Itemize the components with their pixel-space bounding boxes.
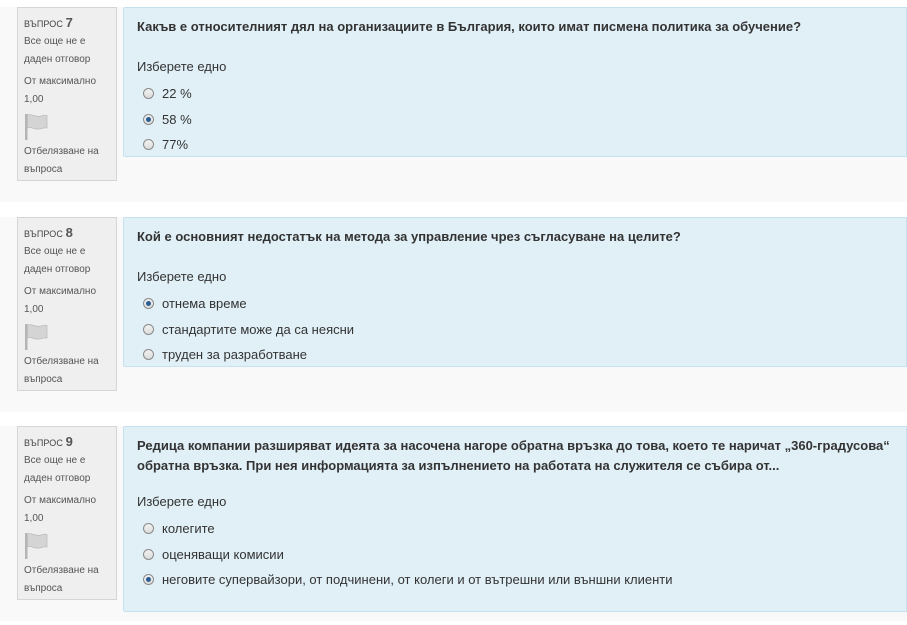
radio-button-selected[interactable] [143, 574, 154, 585]
question-label: ВЪПРОС [24, 19, 63, 29]
answer-option[interactable] [137, 516, 893, 542]
question-content [123, 217, 907, 367]
answer-prompt: Изберете едно [137, 494, 227, 509]
answer-option[interactable] [137, 342, 893, 368]
question-state: Все още не е даден отговор [24, 36, 91, 65]
question-text: Какъв е относителният дял на организациите в България, които имат писмена политика за обучение? [137, 19, 802, 34]
radio-button[interactable] [143, 523, 154, 534]
flag-icon[interactable] [23, 113, 49, 141]
answer-option[interactable] [137, 81, 893, 107]
answer-prompt: Изберете едно [137, 269, 227, 284]
flag-icon[interactable] [23, 532, 49, 560]
answer-option[interactable] [137, 132, 893, 158]
question-info [17, 7, 117, 181]
question-label: ВЪПРОС [24, 229, 63, 239]
question-label: ВЪПРОС [24, 438, 63, 448]
answer-option-label[interactable]: неговите супервайзори, от подчинени, от колеги и от вътрешни или външни клиенти [162, 572, 673, 588]
question-text: Редица компании разширяват идеята за насочена нагоре обратна връзка до това, което те наричат „360-градусова“ обратна връзка. При нея информацията за изпълнението на работата на служителя се събира от... [137, 438, 890, 473]
radio-button[interactable] [143, 324, 154, 335]
answer-option-label[interactable]: 22 % [162, 86, 192, 102]
flag-question-link[interactable]: Отбелязване на въпроса [24, 565, 99, 594]
radio-button-selected[interactable] [143, 114, 154, 125]
question-block [0, 7, 907, 202]
answer-options [137, 291, 893, 368]
question-text: Кой е основният недостатък на метода за управление чрез съгласуване на целите? [137, 229, 681, 244]
question-state: Все още не е даден отговор [24, 455, 91, 484]
question-grade: От максимално 1,00 [24, 76, 97, 105]
question-number-value: 9 [65, 434, 73, 449]
radio-button[interactable] [143, 88, 154, 99]
flag-icon[interactable] [23, 323, 49, 351]
question-state: Все още не е даден отговор [24, 246, 91, 275]
question-grade: От максимално 1,00 [24, 495, 97, 524]
radio-button-selected[interactable] [143, 298, 154, 309]
answer-option[interactable] [137, 317, 893, 343]
radio-button[interactable] [143, 139, 154, 150]
question-number [24, 224, 110, 243]
radio-button[interactable] [143, 549, 154, 560]
answer-option-label[interactable]: 58 % [162, 111, 192, 127]
question-number-value: 8 [65, 225, 73, 240]
question-number [24, 14, 110, 33]
answer-option[interactable] [137, 291, 893, 317]
answer-options [137, 516, 893, 593]
question-info [17, 426, 117, 600]
flag-question-link[interactable]: Отбелязване на въпроса [24, 356, 99, 385]
question-number [24, 433, 110, 452]
question-content [123, 426, 907, 612]
answer-option-label[interactable]: оценяващи комисии [162, 546, 284, 562]
radio-button[interactable] [143, 349, 154, 360]
answer-option[interactable] [137, 542, 893, 568]
answer-option[interactable] [137, 107, 893, 133]
question-grade: От максимално 1,00 [24, 286, 97, 315]
question-block [0, 217, 907, 412]
answer-option-label[interactable]: 77% [162, 137, 189, 153]
flag-question-link[interactable]: Отбелязване на въпроса [24, 146, 99, 175]
answer-option-label[interactable]: стандартите може да са неясни [162, 321, 355, 337]
answer-options [137, 81, 893, 158]
answer-prompt: Изберете едно [137, 59, 227, 74]
question-block [0, 426, 907, 621]
answer-option-label[interactable]: отнема време [162, 296, 247, 312]
answer-option[interactable] [137, 567, 893, 593]
question-content [123, 7, 907, 157]
question-number-value: 7 [65, 15, 73, 30]
answer-option-label[interactable]: труден за разработване [162, 347, 307, 363]
answer-option-label[interactable]: колегите [162, 521, 215, 537]
question-info [17, 217, 117, 391]
